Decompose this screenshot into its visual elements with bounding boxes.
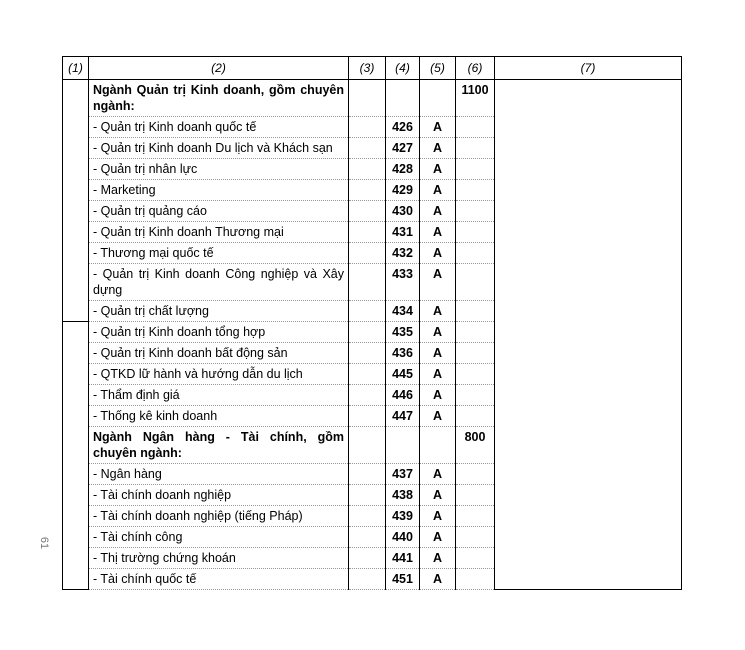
row-col-7-cell	[495, 322, 682, 343]
program-name-cell: - Marketing	[89, 180, 349, 201]
exam-block-cell: A	[420, 117, 456, 138]
header-col-3: (3)	[349, 57, 386, 80]
table-row	[63, 569, 682, 590]
table-row	[63, 485, 682, 506]
row-col-3-cell	[349, 506, 386, 527]
exam-block-cell: A	[420, 506, 456, 527]
row-col-1-cell	[63, 201, 89, 222]
row-col-3-cell	[349, 322, 386, 343]
exam-block-cell: A	[420, 264, 456, 301]
row-col-3-cell	[349, 406, 386, 427]
program-name-cell: - Thương mại quốc tế	[89, 243, 349, 264]
row-col-1-cell	[63, 222, 89, 243]
program-code-cell: 447	[386, 406, 420, 427]
exam-block-cell	[420, 80, 456, 117]
row-col-3-cell	[349, 243, 386, 264]
program-name-cell: - Quản trị Kinh doanh Thương mại	[89, 222, 349, 243]
program-name-cell: - Tài chính doanh nghiệp	[89, 485, 349, 506]
row-col-3-cell	[349, 117, 386, 138]
table-row	[63, 159, 682, 180]
row-col-7-cell	[495, 301, 682, 322]
quota-cell	[456, 506, 495, 527]
row-col-1-cell	[63, 322, 89, 343]
row-col-1-cell	[63, 548, 89, 569]
exam-block-cell: A	[420, 569, 456, 590]
table-row	[63, 264, 682, 301]
exam-block-cell: A	[420, 159, 456, 180]
row-col-3-cell	[349, 138, 386, 159]
exam-block-cell: A	[420, 364, 456, 385]
row-col-7-cell	[495, 180, 682, 201]
program-name-cell: - Quản trị Kinh doanh tổng hợp	[89, 322, 349, 343]
program-code-cell: 426	[386, 117, 420, 138]
table-row	[63, 322, 682, 343]
program-name-cell: - Quản trị Kinh doanh quốc tế	[89, 117, 349, 138]
program-code-cell: 434	[386, 301, 420, 322]
row-col-1-cell	[63, 569, 89, 590]
program-name-cell: - Thống kê kinh doanh	[89, 406, 349, 427]
quota-cell	[456, 117, 495, 138]
program-name-cell: - Tài chính doanh nghiệp (tiếng Pháp)	[89, 506, 349, 527]
header-col-5: (5)	[420, 57, 456, 80]
quota-cell	[456, 301, 495, 322]
table-row	[63, 506, 682, 527]
program-name-cell: - Thẩm định giá	[89, 385, 349, 406]
quota-cell	[456, 264, 495, 301]
quota-cell	[456, 180, 495, 201]
program-code-cell: 429	[386, 180, 420, 201]
row-col-1-cell	[63, 364, 89, 385]
program-code-cell: 445	[386, 364, 420, 385]
row-col-3-cell	[349, 569, 386, 590]
program-code-cell: 435	[386, 322, 420, 343]
program-code-cell	[386, 80, 420, 117]
program-code-cell: 428	[386, 159, 420, 180]
row-col-1-cell	[63, 385, 89, 406]
program-code-cell: 431	[386, 222, 420, 243]
row-col-1-cell	[63, 180, 89, 201]
header-col-2: (2)	[89, 57, 349, 80]
header-col-6: (6)	[456, 57, 495, 80]
row-col-3-cell	[349, 527, 386, 548]
row-col-7-cell	[495, 138, 682, 159]
row-col-3-cell	[349, 222, 386, 243]
program-name-cell: Ngành Ngân hàng - Tài chính, gồm chuyên ngành:	[89, 427, 349, 464]
exam-block-cell: A	[420, 343, 456, 364]
row-col-1-cell	[63, 527, 89, 548]
exam-block-cell	[420, 427, 456, 464]
row-col-7-cell	[495, 364, 682, 385]
quota-cell	[456, 406, 495, 427]
row-col-3-cell	[349, 301, 386, 322]
quota-cell	[456, 548, 495, 569]
row-col-1-cell	[63, 159, 89, 180]
program-code-cell: 433	[386, 264, 420, 301]
row-col-3-cell	[349, 180, 386, 201]
header-col-7: (7)	[495, 57, 682, 80]
exam-block-cell: A	[420, 180, 456, 201]
program-code-cell: 451	[386, 569, 420, 590]
row-col-3-cell	[349, 548, 386, 569]
program-name-cell: - Thị trường chứng khoán	[89, 548, 349, 569]
exam-block-cell: A	[420, 485, 456, 506]
page-number: 61	[38, 536, 51, 550]
program-name-cell: - Tài chính quốc tế	[89, 569, 349, 590]
table-row	[63, 343, 682, 364]
row-col-7-cell	[495, 569, 682, 590]
row-col-7-cell	[495, 222, 682, 243]
quota-cell	[456, 222, 495, 243]
row-col-7-cell	[495, 427, 682, 464]
quota-cell: 800	[456, 427, 495, 464]
table-header	[63, 57, 682, 80]
program-name-cell: - Quản trị nhân lực	[89, 159, 349, 180]
quota-cell	[456, 364, 495, 385]
quota-cell	[456, 485, 495, 506]
row-col-3-cell	[349, 464, 386, 485]
exam-block-cell: A	[420, 406, 456, 427]
quota-cell	[456, 343, 495, 364]
quota-cell	[456, 138, 495, 159]
row-col-7-cell	[495, 80, 682, 117]
exam-block-cell: A	[420, 548, 456, 569]
program-code-cell: 446	[386, 385, 420, 406]
table-row	[63, 364, 682, 385]
exam-block-cell: A	[420, 322, 456, 343]
program-code-cell: 441	[386, 548, 420, 569]
quota-cell	[456, 322, 495, 343]
table-row	[63, 117, 682, 138]
program-name-cell: Ngành Quản trị Kinh doanh, gồm chuyên ngành:	[89, 80, 349, 117]
program-name-cell: - Quản trị Kinh doanh Công nghiệp và Xây dựng	[89, 264, 349, 301]
exam-block-cell: A	[420, 527, 456, 548]
table-row	[63, 180, 682, 201]
row-col-7-cell	[495, 406, 682, 427]
program-name-cell: - QTKD lữ hành và hướng dẫn du lịch	[89, 364, 349, 385]
row-col-7-cell	[495, 485, 682, 506]
table-body	[63, 80, 682, 590]
program-name-cell: - Quản trị quảng cáo	[89, 201, 349, 222]
row-col-7-cell	[495, 527, 682, 548]
program-code-cell: 437	[386, 464, 420, 485]
table-row	[63, 222, 682, 243]
row-col-1-cell	[63, 138, 89, 159]
row-col-1-cell	[63, 485, 89, 506]
row-col-1-cell	[63, 406, 89, 427]
table-row	[63, 406, 682, 427]
row-col-1-cell	[63, 464, 89, 485]
program-code-cell: 436	[386, 343, 420, 364]
exam-block-cell: A	[420, 138, 456, 159]
row-col-7-cell	[495, 264, 682, 301]
row-col-3-cell	[349, 80, 386, 117]
quota-cell	[456, 527, 495, 548]
quota-cell	[456, 243, 495, 264]
table-row	[63, 385, 682, 406]
row-col-3-cell	[349, 264, 386, 301]
row-col-7-cell	[495, 464, 682, 485]
quota-cell	[456, 159, 495, 180]
program-name-cell: - Quản trị Kinh doanh Du lịch và Khách sạn	[89, 138, 349, 159]
table-row	[63, 243, 682, 264]
header-row	[63, 57, 682, 80]
row-col-3-cell	[349, 159, 386, 180]
quota-cell	[456, 464, 495, 485]
header-col-1: (1)	[63, 57, 89, 80]
row-col-7-cell	[495, 548, 682, 569]
row-col-3-cell	[349, 343, 386, 364]
row-col-7-cell	[495, 243, 682, 264]
table-row	[63, 80, 682, 117]
header-col-4: (4)	[386, 57, 420, 80]
row-col-1-cell	[63, 264, 89, 301]
program-code-cell: 440	[386, 527, 420, 548]
quota-cell: 1100	[456, 80, 495, 117]
row-col-1-cell	[63, 243, 89, 264]
program-code-cell: 439	[386, 506, 420, 527]
exam-block-cell: A	[420, 385, 456, 406]
exam-block-cell: A	[420, 222, 456, 243]
table-row	[63, 427, 682, 464]
row-col-1-cell	[63, 80, 89, 117]
program-name-cell: - Quản trị Kinh doanh bất động sản	[89, 343, 349, 364]
program-code-cell	[386, 427, 420, 464]
table-row	[63, 464, 682, 485]
table-row	[63, 138, 682, 159]
row-col-7-cell	[495, 201, 682, 222]
row-col-7-cell	[495, 159, 682, 180]
program-code-cell: 427	[386, 138, 420, 159]
exam-block-cell: A	[420, 201, 456, 222]
exam-block-cell: A	[420, 301, 456, 322]
quota-cell	[456, 569, 495, 590]
program-code-cell: 438	[386, 485, 420, 506]
program-code-cell: 430	[386, 201, 420, 222]
row-col-1-cell	[63, 427, 89, 464]
row-col-3-cell	[349, 364, 386, 385]
table-row	[63, 301, 682, 322]
quota-cell	[456, 201, 495, 222]
row-col-7-cell	[495, 385, 682, 406]
row-col-3-cell	[349, 485, 386, 506]
exam-block-cell: A	[420, 243, 456, 264]
row-col-1-cell	[63, 506, 89, 527]
table-row	[63, 201, 682, 222]
program-code-cell: 432	[386, 243, 420, 264]
row-col-7-cell	[495, 343, 682, 364]
program-name-cell: - Tài chính công	[89, 527, 349, 548]
row-col-1-cell	[63, 301, 89, 322]
program-table	[62, 56, 682, 590]
table-row	[63, 527, 682, 548]
program-name-cell: - Quản trị chất lượng	[89, 301, 349, 322]
row-col-7-cell	[495, 506, 682, 527]
program-name-cell: - Ngân hàng	[89, 464, 349, 485]
row-col-3-cell	[349, 427, 386, 464]
row-col-7-cell	[495, 117, 682, 138]
row-col-3-cell	[349, 385, 386, 406]
row-col-3-cell	[349, 201, 386, 222]
exam-block-cell: A	[420, 464, 456, 485]
row-col-1-cell	[63, 117, 89, 138]
table-row	[63, 548, 682, 569]
quota-cell	[456, 385, 495, 406]
row-col-1-cell	[63, 343, 89, 364]
